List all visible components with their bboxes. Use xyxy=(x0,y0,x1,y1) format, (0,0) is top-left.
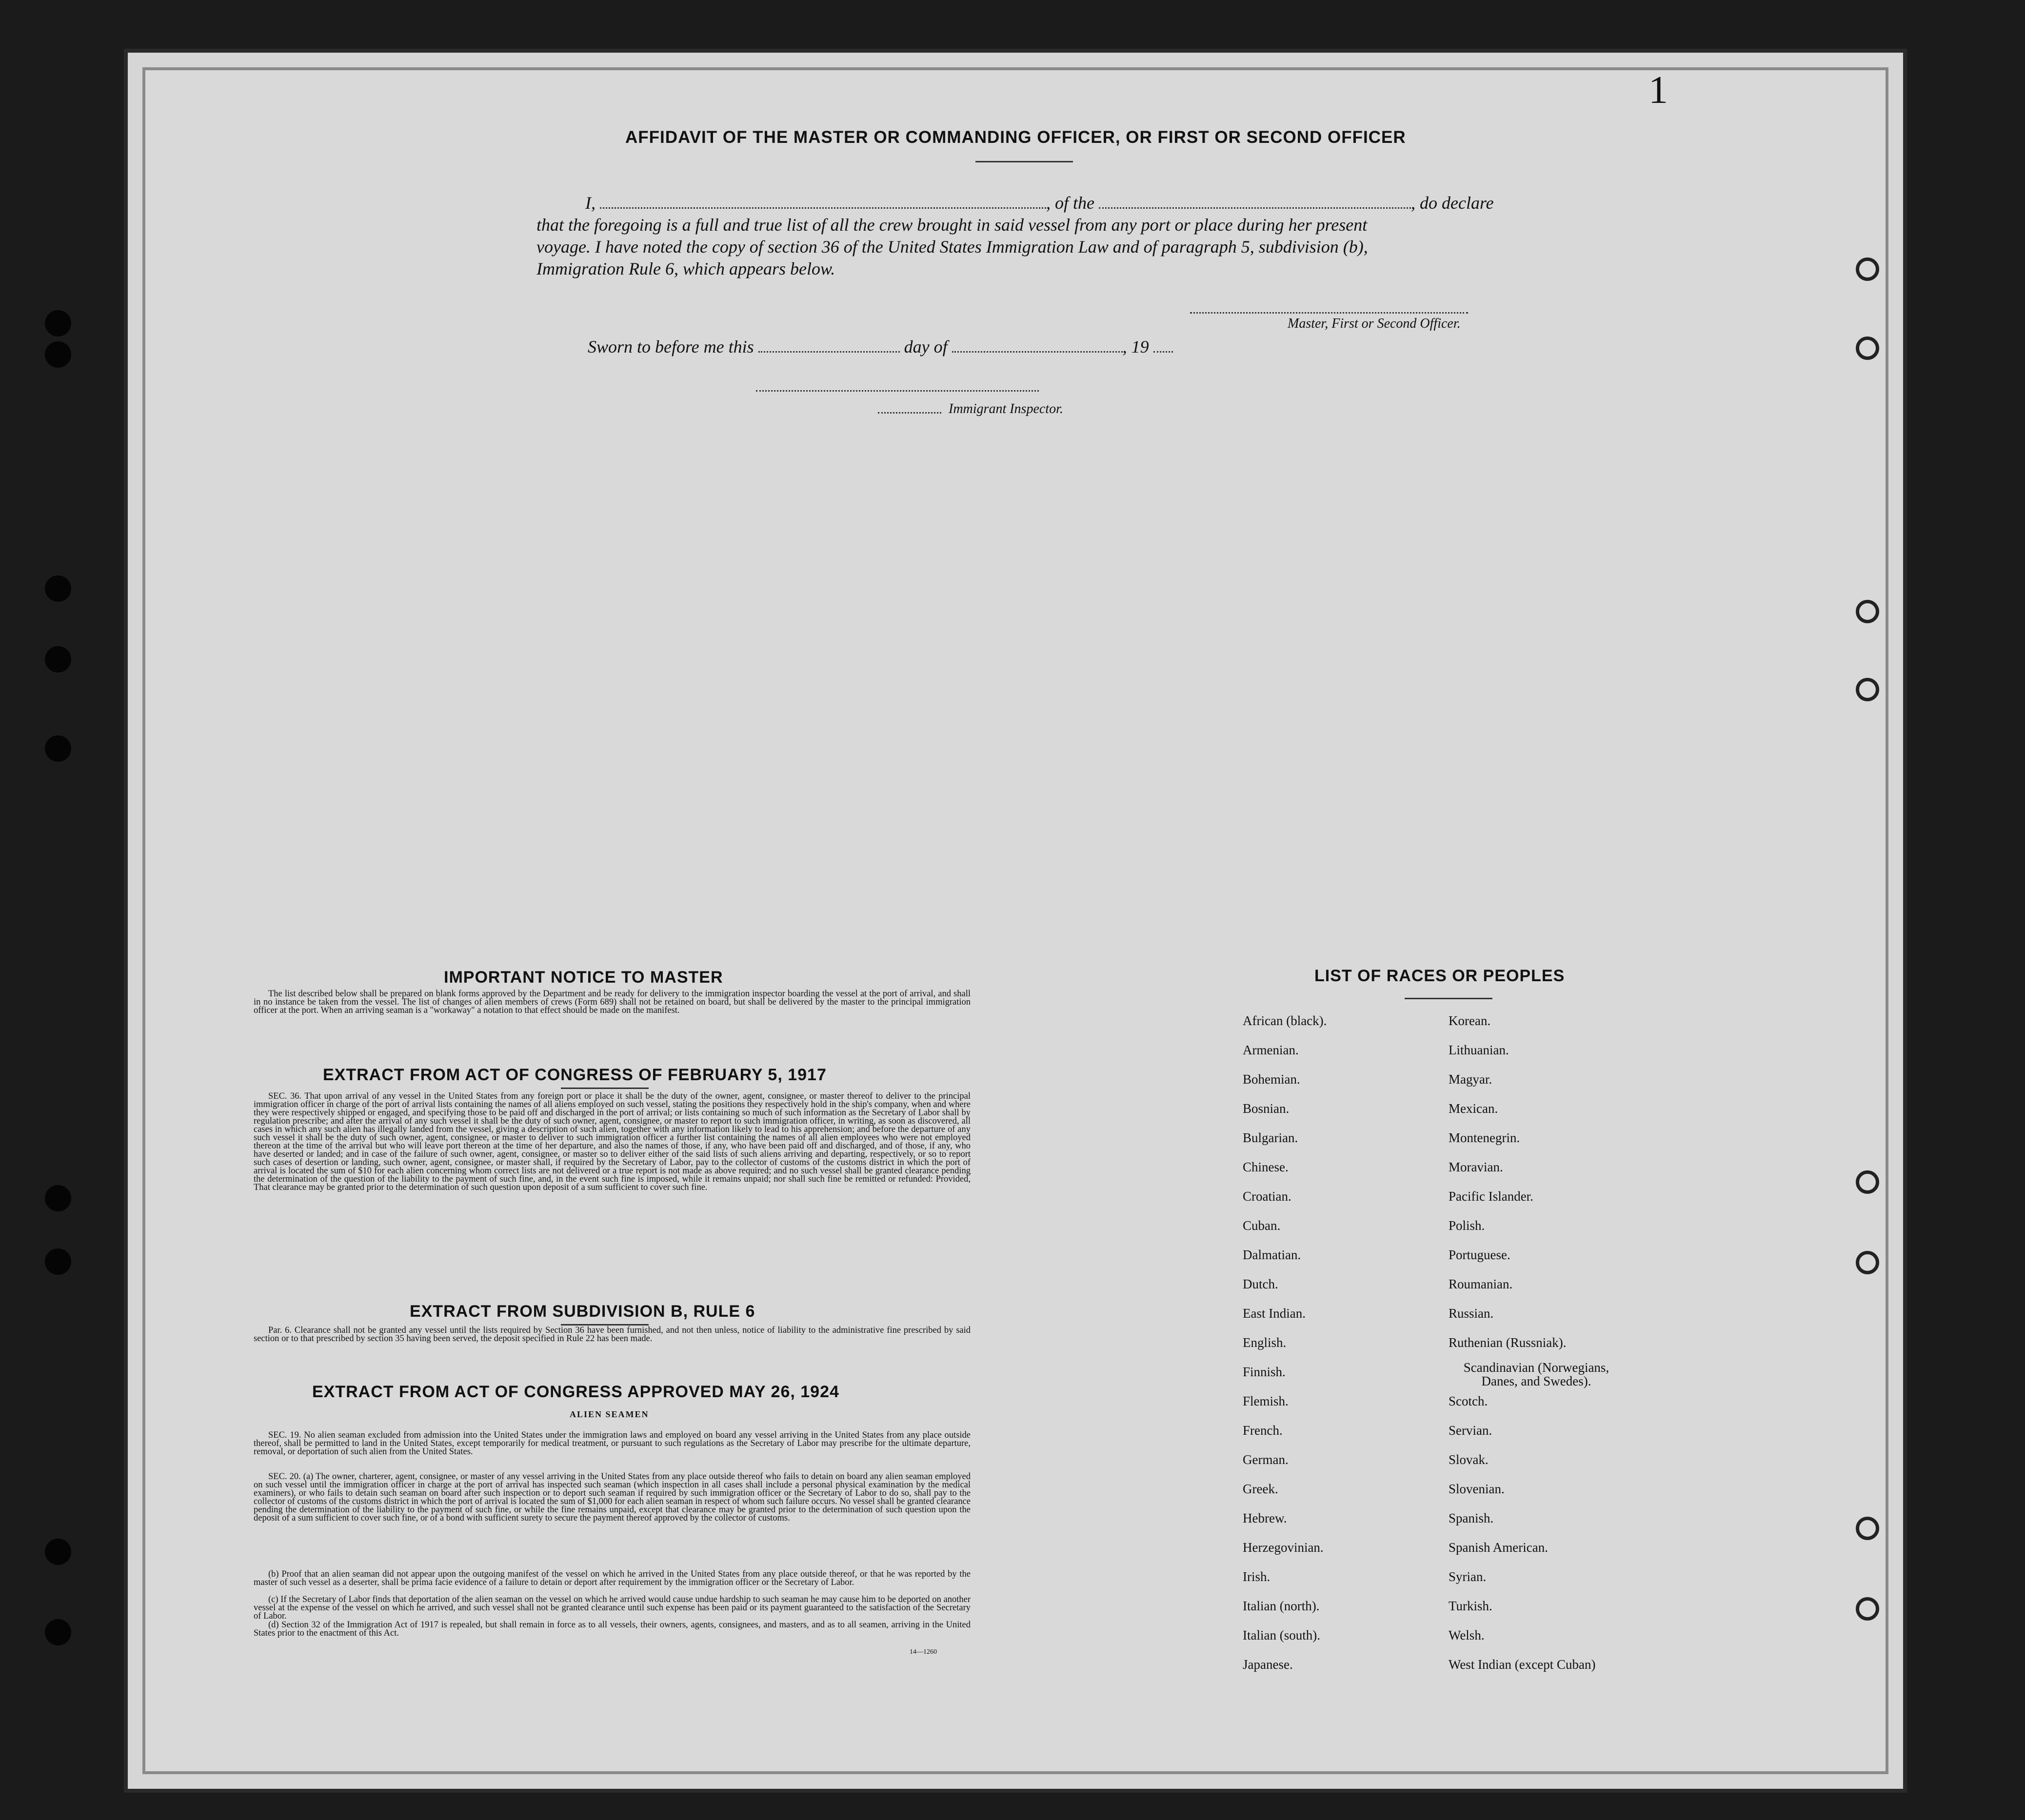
race-item: Servian. xyxy=(1449,1423,1492,1438)
race-item: Bosnian. xyxy=(1243,1101,1290,1116)
sworn-text-end: , 19 xyxy=(1122,337,1149,356)
races-title: LIST OF RACES OR PEOPLES xyxy=(1314,967,1565,985)
race-item: Scotch. xyxy=(1449,1394,1488,1408)
race-item: Hebrew. xyxy=(1243,1511,1287,1525)
binder-hole xyxy=(45,1248,71,1275)
race-item: Lithuanian. xyxy=(1449,1043,1509,1057)
race-item: English. xyxy=(1243,1335,1287,1350)
race-item: Montenegrin. xyxy=(1449,1130,1520,1145)
race-item: Bulgarian. xyxy=(1243,1130,1298,1145)
extract-1917-title: EXTRACT FROM ACT OF CONGRESS OF FEBRUARY 5, 1917 xyxy=(323,1066,827,1084)
race-item: Scandinavian (Norwegians, Danes, and Swedes). xyxy=(1463,1360,1609,1388)
rule6-body: Par. 6. Clearance shall not be granted any vessel until the lists required by Section 36 have been furnished, and not then unless, notice of liability to the administrative fine prescribed by said section or to that prescribed by section 35 having been served, the deposit specified in Rule 22 has been made. xyxy=(254,1325,971,1344)
race-item: Finnish. xyxy=(1243,1365,1286,1379)
binder-hole xyxy=(1856,336,1879,360)
race-item: East Indian. xyxy=(1243,1306,1306,1321)
race-item: Roumanian. xyxy=(1449,1277,1513,1291)
race-item: Italian (south). xyxy=(1243,1628,1320,1642)
extract-1917-body: SEC. 36. That upon arrival of any vessel in the United States from any foreign port or place it shall be the duty of the owner, agent, consignee, or master thereof to deliver to the principal immigration officer in charge of the port of arrival lists containing the names of all aliens employed on such vessel, stating the positions they respectively hold in the ship's company, when and where they were respectively shipped or engaged, and specifying those to be paid off and discharged in the port of arrival; or lists containing so much of such information as the Secretary of Labor shall by regulation prescribe; and after the arrival of any such vessel it shall be the duty of such owner, agent, consignee, or master to report to such immigration officer, in writing, as soon as discovered, all cases in which any such alien has illegally landed from the vessel, giving a description of such alien, together with any information likely to lead to his apprehension; and before the departure of any such vessel it shall be the duty of such owner, agent, consignee, or master to deliver to such immigration officer a further list containing the names of all alien employees who were not employed thereon at the time of the arrival but who will leave port thereon at the time of her departure, and also the names of those, if any, who have been paid off and discharged, and of those, if any, who have deserted or landed; and in case of the failure of such owner, agent, consignee, or master so to deliver either of the said lists of such aliens arriving and departing, respectively, or so to report such cases of desertion or landing, such owner, agent, consignee, or master shall, if required by the Secretary of Labor, pay to the collector of customs of the customs district in which the port of arrival is located the sum of $10 for each alien concerning whom correct lists are not delivered or a true report is not made as above required; and no such vessel shall be granted clearance pending the determination of the question of the liability to the payment of such fine, and, in the event such fine is imposed, while it remains unpaid; nor shall such fine be remitted or refunded: Provided, That clearance may be granted prior to the determination of such question upon deposit of a sum sufficient to cover such fine. xyxy=(254,1091,971,1192)
race-item: Magyar. xyxy=(1449,1072,1492,1087)
race-item: German. xyxy=(1243,1452,1289,1467)
race-item: Turkish. xyxy=(1449,1599,1492,1613)
section-divider xyxy=(1405,998,1492,999)
binder-hole xyxy=(45,575,71,602)
race-item: Pacific Islander. xyxy=(1449,1189,1533,1204)
sec20a-body: SEC. 20. (a) The owner, charterer, agent, consignee, or master of any vessel arriving in the United States from any place outside thereof who fails to detain on board any alien seaman employed on such vessel until the immigration officer in charge at the port of arrival has inspected such seaman (which inspection in all cases shall include a personal physical examination by the medical examiners), or who fails to detain such seaman on board after such inspection or to deport such seaman if required by such immigration officer or the Secretary of Labor to do so, shall pay to the collector of customs of the customs district in which the port of arrival is located the sum of $1,000 for each alien seaman in respect of whom such failure occurs. No vessel shall be granted clearance pending the determination of the liability to the payment of such fine, or while the fine remains unpaid, except that clearance may be granted prior to the determination of such question upon the deposit of a sum sufficient to cover such fine, or of a bond with sufficient surety to secure the payment thereof approved by the collector of customs. xyxy=(254,1472,971,1523)
binder-hole xyxy=(45,646,71,673)
race-item: African (black). xyxy=(1243,1013,1327,1028)
race-item: Ruthenian (Russniak). xyxy=(1449,1335,1567,1350)
extract-1924-title: EXTRACT FROM ACT OF CONGRESS APPROVED MAY 26, 1924 xyxy=(312,1383,839,1401)
form-code: 14—1260 xyxy=(910,1648,937,1656)
master-signature-line[interactable] xyxy=(1190,312,1468,315)
binder-hole xyxy=(1856,1170,1879,1194)
rule6-title: EXTRACT FROM SUBDIVISION B, RULE 6 xyxy=(410,1302,755,1321)
race-item: French. xyxy=(1243,1423,1283,1438)
race-item: Herzegovinian. xyxy=(1243,1540,1324,1555)
sec19-body: SEC. 19. No alien seaman excluded from admission into the United States under the immigration laws and employed on board any vessel arriving in the United States from any place outside thereof, shall be permitted to land in the United States, except temporarily for medical treatment, or pursuant to such regulations as the Secretary of Labor may prescribe for the ultimate departure, removal, or deportation of such alien from the United States. xyxy=(254,1430,971,1457)
race-item: Cuban. xyxy=(1243,1218,1281,1233)
vessel-blank-field[interactable] xyxy=(1099,202,1411,209)
alien-seamen-subtitle: ALIEN SEAMEN xyxy=(570,1409,649,1419)
notice-body: The list described below shall be prepared on blank forms approved by the Department and be ready for delivery to the immigration inspector boarding the vessel at the port of arrival, and shall in no instance be taken from the vessel. The list of changes of alien members of crews (Form 689) shall not be retained on board, but shall be delivered by the master to the principal immigration officer at the port. When an arriving seaman is a "workaway" a notation to that effect should be made on the manifest. xyxy=(254,989,971,1015)
sworn-month-field[interactable] xyxy=(952,346,1123,353)
race-item: Dutch. xyxy=(1243,1277,1278,1291)
affidavit-line-1-start: I, xyxy=(585,193,596,213)
race-item: Korean. xyxy=(1449,1013,1491,1028)
race-item: Syrian. xyxy=(1449,1569,1487,1584)
sworn-text-start: Sworn to before me this xyxy=(588,337,754,356)
binder-hole xyxy=(1856,257,1879,281)
binder-hole xyxy=(1856,1251,1879,1274)
binder-hole xyxy=(45,1539,71,1565)
binder-hole xyxy=(45,310,71,336)
sworn-day-field[interactable] xyxy=(758,346,900,353)
document-page xyxy=(128,53,1903,1789)
binder-hole xyxy=(45,1185,71,1211)
sec20c-body: (c) If the Secretary of Labor finds that deportation of the alien seaman on the vessel on which he arrived would cause undue hardship to such seaman he may cause him to be deported on another vessel at the expense of the vessel on which he arrived, and such vessel shall not be granted clearance until such expense has been paid or its payment guaranteed to the satisfaction of the Secretary of Labor. xyxy=(254,1595,971,1621)
race-item: Slovak. xyxy=(1449,1452,1489,1467)
race-item: Greek. xyxy=(1243,1482,1278,1496)
sec20b-body: (b) Proof that an alien seaman did not appear upon the outgoing manifest of the vessel on which he arrived in the United States from any place outside thereof, or that he was reported by the master of such vessel as a deserter, shall be prima facie evidence of a failure to detain or deport after requirement by the immigration officer or the Secretary of Labor. xyxy=(254,1569,971,1587)
race-item: Spanish American. xyxy=(1449,1540,1548,1555)
affidavit-line-1 xyxy=(585,193,1494,213)
binder-hole xyxy=(45,341,71,368)
binder-hole xyxy=(1856,678,1879,701)
sworn-year-field[interactable] xyxy=(1153,346,1173,353)
name-blank-field[interactable] xyxy=(600,202,1046,209)
race-item: Italian (north). xyxy=(1243,1599,1320,1613)
race-item: Japanese. xyxy=(1243,1657,1293,1672)
race-item: Russian. xyxy=(1449,1306,1494,1321)
race-item: Mexican. xyxy=(1449,1101,1498,1116)
race-item: Croatian. xyxy=(1243,1189,1291,1204)
binder-hole xyxy=(1856,1517,1879,1540)
race-item: West Indian (except Cuban) xyxy=(1449,1657,1596,1672)
affidavit-line-1-end: , do declare xyxy=(1410,193,1494,213)
binder-hole xyxy=(45,1619,71,1645)
notice-title: IMPORTANT NOTICE TO MASTER xyxy=(444,968,723,987)
race-item: Dalmatian. xyxy=(1243,1247,1301,1262)
race-item: Spanish. xyxy=(1449,1511,1494,1525)
affidavit-line-2: that the foregoing is a full and true list of all the crew brought in said vessel from any port or place during her present xyxy=(536,215,1368,235)
race-item: Slovenian. xyxy=(1449,1482,1505,1496)
binder-hole xyxy=(45,735,71,762)
section-divider xyxy=(561,1088,649,1089)
sworn-line xyxy=(588,336,1173,357)
affidavit-line-4: Immigration Rule 6, which appears below. xyxy=(536,259,835,278)
master-signature-label: Master, First or Second Officer. xyxy=(1288,316,1461,331)
race-item: Armenian. xyxy=(1243,1043,1299,1057)
race-item: Moravian. xyxy=(1449,1160,1503,1174)
race-item: Polish. xyxy=(1449,1218,1485,1233)
page-number: 1 xyxy=(1648,69,1668,112)
binder-hole xyxy=(1856,1597,1879,1621)
inspector-signature-line-short[interactable] xyxy=(878,412,941,415)
sworn-text-middle: day of xyxy=(904,337,948,356)
title-divider xyxy=(975,161,1073,162)
binder-hole xyxy=(1856,600,1879,623)
inspector-signature-line[interactable] xyxy=(756,390,1039,393)
race-item: Welsh. xyxy=(1449,1628,1485,1642)
race-item: Flemish. xyxy=(1243,1394,1289,1408)
race-item: Bohemian. xyxy=(1243,1072,1300,1087)
affidavit-line-1-middle: , of the xyxy=(1046,193,1094,213)
race-item: Portuguese. xyxy=(1449,1247,1510,1262)
affidavit-title: AFFIDAVIT OF THE MASTER OR COMMANDING OFFICER, OR FIRST OR SECOND OFFICER xyxy=(625,128,1406,147)
race-item: Irish. xyxy=(1243,1569,1271,1584)
inspector-signature-label: Immigrant Inspector. xyxy=(949,401,1063,416)
race-item: Chinese. xyxy=(1243,1160,1289,1174)
sec20d-body: (d) Section 32 of the Immigration Act of 1917 is repealed, but shall remain in force as to all vessels, their owners, agents, consignees, and masters, and as to all seamen, arriving in the United States prior to the enactment of this Act. xyxy=(254,1620,971,1638)
affidavit-line-3: voyage. I have noted the copy of section 36 of the United States Immigration Law and of paragraph 5, subdivision (b), xyxy=(536,237,1368,257)
